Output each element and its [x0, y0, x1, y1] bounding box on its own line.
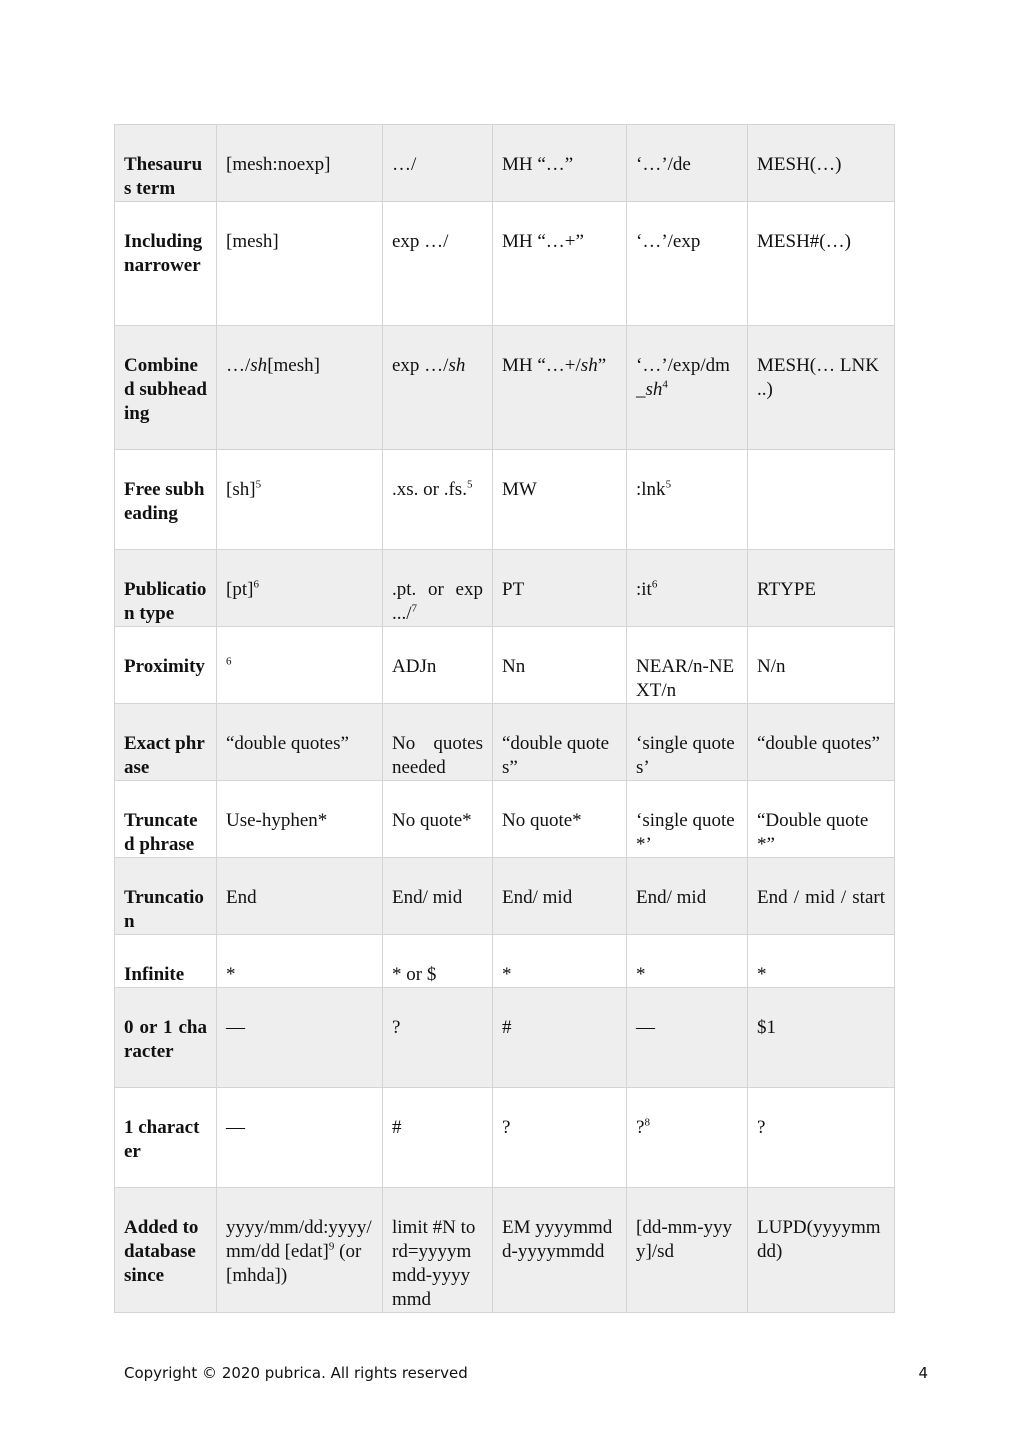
row-label: Free subheading	[115, 450, 217, 550]
table-cell: RTYPE	[748, 550, 895, 627]
table-cell: End	[217, 858, 383, 935]
table-row	[115, 125, 895, 202]
footnote-marker: 5	[665, 478, 672, 491]
cell-text: exp …/	[392, 355, 449, 376]
cell-text: .xs. or .fs.	[392, 479, 467, 500]
table-row	[115, 858, 895, 935]
table-cell	[383, 550, 493, 627]
table-cell: No quotes needed	[383, 704, 493, 781]
table-cell: [mesh:noexp]	[217, 125, 383, 202]
footnote-marker: 4	[662, 378, 668, 391]
row-label: Truncation	[115, 858, 217, 935]
table-cell: [dd-mm-yyyy]/sd	[627, 1188, 748, 1313]
table-cell: End/ mid	[383, 858, 493, 935]
table-cell: NEAR/n-NEXT/n	[627, 627, 748, 704]
table-cell	[627, 550, 748, 627]
cell-text: …/	[226, 355, 251, 376]
cell-text: .pt. or exp .../	[392, 579, 483, 624]
row-label: Added to database since	[115, 1188, 217, 1313]
table-cell: N/n	[748, 627, 895, 704]
cell-text: (or [mhda])	[226, 1241, 362, 1286]
table-cell: *	[217, 935, 383, 988]
table-cell: —	[627, 988, 748, 1088]
row-label: Combined subheading	[115, 326, 217, 450]
cell-text: :it	[636, 579, 652, 600]
footnote-marker: 9	[328, 1240, 335, 1253]
table-cell: —	[217, 1088, 383, 1188]
table-cell	[383, 450, 493, 550]
table-row	[115, 1188, 895, 1313]
cell-text: MH “…+/	[502, 355, 581, 376]
table-cell	[217, 326, 383, 450]
table-cell: …/	[383, 125, 493, 202]
table-row	[115, 627, 895, 704]
row-label: Infinite	[115, 935, 217, 988]
table-cell: *	[493, 935, 627, 988]
table-cell: “double quotes”	[493, 704, 627, 781]
table-cell: ‘…’/de	[627, 125, 748, 202]
table-cell	[627, 1088, 748, 1188]
cell-text-italic: sh	[448, 355, 466, 376]
page-number: 4	[918, 1364, 928, 1382]
row-label: Exact phrase	[115, 704, 217, 781]
footnote-marker: 5	[466, 478, 473, 491]
table-cell: EM yyyymmdd-yyyymmdd	[493, 1188, 627, 1313]
cell-text: yyyy/mm/dd:yyyy/mm/dd [edat]	[226, 1217, 372, 1262]
table-cell: [mesh]	[217, 202, 383, 326]
table-cell: End / mid / start	[748, 858, 895, 935]
table-cell	[217, 627, 383, 704]
search-syntax-table	[114, 124, 895, 1313]
table-cell: *	[627, 935, 748, 988]
table-cell	[217, 450, 383, 550]
table-row	[115, 935, 895, 988]
table-cell: MESH(…)	[748, 125, 895, 202]
row-label: 0 or 1 character	[115, 988, 217, 1088]
table-cell: ‘…’/exp	[627, 202, 748, 326]
table-cell: $1	[748, 988, 895, 1088]
table-cell: End/ mid	[627, 858, 748, 935]
cell-text: [mesh]	[267, 355, 320, 376]
cell-text-italic: sh	[250, 355, 268, 376]
cell-text: [pt]	[226, 579, 254, 600]
table-row	[115, 202, 895, 326]
table-cell: “double quotes”	[217, 704, 383, 781]
table-cell	[748, 450, 895, 550]
table-cell: ‘single quotes’	[627, 704, 748, 781]
table-row	[115, 1088, 895, 1188]
table-cell: ‘single quote*’	[627, 781, 748, 858]
table-cell: MESH#(…)	[748, 202, 895, 326]
table-cell: LUPD(yyyymmdd)	[748, 1188, 895, 1313]
row-label: 1 character	[115, 1088, 217, 1188]
table-cell: MESH(… LNK ..)	[748, 326, 895, 450]
table-cell: ADJn	[383, 627, 493, 704]
table-cell: MH “…”	[493, 125, 627, 202]
table-cell: No quote*	[383, 781, 493, 858]
cell-text: ”	[597, 355, 607, 376]
copyright-notice: Copyright © 2020 pubrica. All rights reserved	[124, 1364, 468, 1382]
table-cell: #	[493, 988, 627, 1088]
cell-text: :lnk	[636, 479, 666, 500]
table-cell: No quote*	[493, 781, 627, 858]
cell-text: ‘…’/exp/dm_	[636, 355, 730, 400]
table-cell: * or $	[383, 935, 493, 988]
table-cell: MW	[493, 450, 627, 550]
row-label: Thesaurus term	[115, 125, 217, 202]
table-row	[115, 781, 895, 858]
page-footer	[124, 1364, 928, 1382]
table-cell	[383, 326, 493, 450]
footnote-marker: 6	[651, 578, 658, 591]
table-cell	[217, 1188, 383, 1313]
table-cell: Nn	[493, 627, 627, 704]
table-cell: ?	[493, 1088, 627, 1188]
table-cell: “double quotes”	[748, 704, 895, 781]
table-cell: Use-hyphen*	[217, 781, 383, 858]
table-cell: End/ mid	[493, 858, 627, 935]
row-label: Proximity	[115, 627, 217, 704]
footnote-marker: 8	[644, 1116, 650, 1129]
cell-text: ?	[636, 1117, 645, 1138]
table-cell: exp …/	[383, 202, 493, 326]
table-cell: limit #N to rd=yyyymmdd-yyyymmd	[383, 1188, 493, 1313]
cell-text-italic: sh	[580, 355, 598, 376]
table-row	[115, 326, 895, 450]
cell-text-italic: sh	[645, 379, 663, 400]
table-row	[115, 704, 895, 781]
table-cell: MH “…+”	[493, 202, 627, 326]
row-label: Truncated phrase	[115, 781, 217, 858]
table-cell: ?	[748, 1088, 895, 1188]
table-cell: *	[748, 935, 895, 988]
footnote-marker: 5	[255, 478, 262, 491]
table-cell: “Double quote*”	[748, 781, 895, 858]
table-cell: #	[383, 1088, 493, 1188]
table-cell: ?	[383, 988, 493, 1088]
table-row	[115, 450, 895, 550]
table-cell: —	[217, 988, 383, 1088]
row-label: Publication type	[115, 550, 217, 627]
table-row	[115, 988, 895, 1088]
footnote-marker: 6	[253, 578, 259, 591]
table-cell	[493, 326, 627, 450]
footnote-marker: 6	[226, 655, 232, 668]
cell-text: [sh]	[226, 479, 256, 500]
table-cell	[627, 450, 748, 550]
row-label: Including narrower	[115, 202, 217, 326]
table-row	[115, 550, 895, 627]
table-cell	[217, 550, 383, 627]
footnote-marker: 7	[411, 602, 418, 615]
table-cell	[627, 326, 748, 450]
table-cell: PT	[493, 550, 627, 627]
